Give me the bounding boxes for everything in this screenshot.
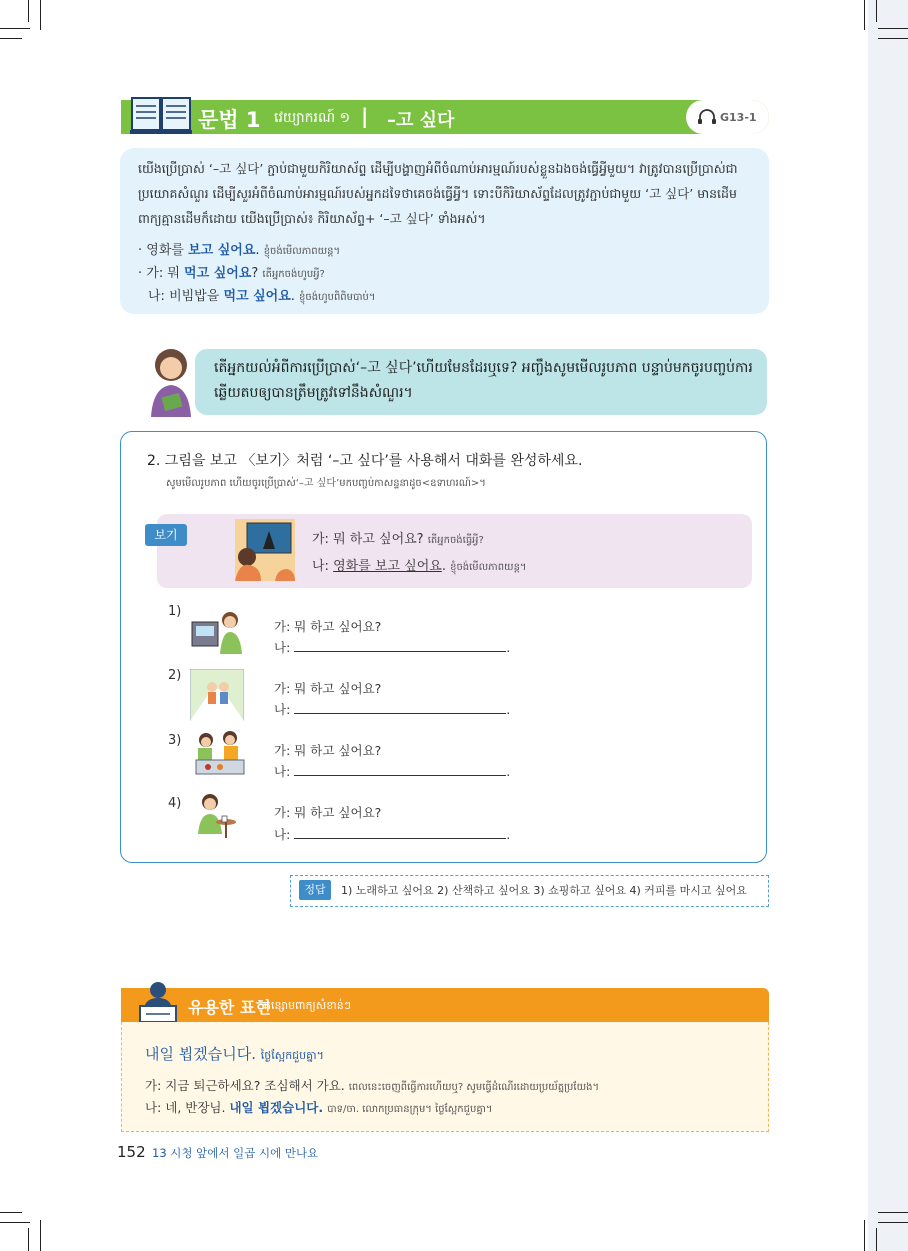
example-line-3: 나: 비빔밥을 먹고 싶어요. ខ្ញុំចង់ហូបពិពិមបាប់។ xyxy=(148,289,376,304)
useful-expression-headline: 내일 뵙겠습니다. ថ្ងៃស្អែកជួបគ្នា។ xyxy=(145,1045,324,1063)
item-1-number: 1) xyxy=(168,604,182,619)
useful-expression-title: 유용한 표현 xyxy=(188,998,271,1017)
useful-dialog-line-2: 나: 네, 반장님. 내일 뵙겠습니다. បាទ/ចា. លោកប្រធានក្រុម។ ថ្ងៃស្អែកជួបគ្នា។ xyxy=(145,1100,493,1115)
walking-illustration xyxy=(190,669,244,721)
useful-expression-subtitle: កន្សោមពាក្យសំខាន់ៗ xyxy=(264,999,351,1012)
item-4-answer: 나: . xyxy=(274,827,511,842)
page-number: 152 xyxy=(117,1143,146,1161)
teacher-illustration xyxy=(145,345,197,417)
item-4-number: 4) xyxy=(168,796,182,811)
headphones-icon[interactable] xyxy=(697,109,717,125)
example-line-2: · 가: 뭐 먹고 싶어요? តើអ្នកចង់ហូបអ្វី? xyxy=(138,266,325,281)
answer-key-tag: 정답 xyxy=(299,880,331,900)
grammar-pattern: –고 싶다 xyxy=(387,110,455,131)
exercise-subtitle: សូមមើលរូបភាព ហើយចូរប្រើប្រាស់‘–고 싶다’មកបញ្ចប់កាសន្ទនាដូច<ឧទាហរណ៍>។ xyxy=(166,478,486,489)
item-1-answer: 나: . xyxy=(274,640,511,655)
item-2-number: 2) xyxy=(168,668,182,683)
speaker-podium-icon xyxy=(136,978,180,1024)
item-2-blank[interactable] xyxy=(294,701,506,714)
item-4-blank[interactable] xyxy=(294,826,506,839)
exercise-title: 2. 그림을 보고 〈보기〉처럼 ‘–고 싶다’를 사용해서 대화를 완성하세요. xyxy=(147,453,583,469)
answer-key-text: 1) 노래하고 싶어요 2) 산책하고 싶어요 3) 쇼핑하고 싶어요 4) 커피를 마시고 싶어요 xyxy=(341,884,747,897)
chapter-title: 13 시청 앞에서 일곱 시에 만나요 xyxy=(152,1146,319,1160)
teacher-speech-text: តើអ្នកយល់អំពីការប្រើប្រាស់‘–고 싶다’ហើយមែនដែរឬទេ? អញ្ចឹងសូមមើលរូបភាព បន្ទាប់មកចូរបញ្ចប់ការឆ្លើយតបឲ្យបានត្រឹមត្រូវទៅនឹងសំណួរ។ xyxy=(214,360,753,401)
item-1-question: 가: 뭐 하고 싶어요? xyxy=(274,619,382,634)
item-3-question: 가: 뭐 하고 싶어요? xyxy=(274,743,382,758)
page-edge-strip xyxy=(868,0,908,1251)
shopping-illustration xyxy=(192,728,248,778)
example-tag: 보기 xyxy=(145,524,187,546)
item-3-blank[interactable] xyxy=(294,763,506,776)
item-2-question: 가: 뭐 하고 싶어요? xyxy=(274,681,382,696)
item-1-blank[interactable] xyxy=(294,639,506,652)
watching-movie-illustration xyxy=(235,519,295,581)
grammar-title: 문법 1 xyxy=(198,108,261,132)
item-4-question: 가: 뭐 하고 싶어요? xyxy=(274,805,382,820)
item-3-answer: 나: . xyxy=(274,764,511,779)
book-icon xyxy=(130,92,194,136)
example-question: 가: 뭐 하고 싶어요? តើអ្នកចង់ធ្វើអ្វី? xyxy=(312,532,484,547)
audio-track-label[interactable]: G13-1 xyxy=(720,111,757,124)
example-answer: 나: 영화를 보고 싶어요. ខ្ញុំចង់មើលភាពយន្ត។ xyxy=(312,559,527,574)
drinking-coffee-illustration xyxy=(192,790,238,842)
explanation-paragraph: យើងប្រើប្រាស់ ‘–고 싶다’ ភ្ជាប់ជាមួយកិរិយាស័ព្ទ ដើម្បីបង្ហាញអំពីចំណាប់អារម្មណ៍របស់ខ្លួនឯងចង់ធ្វើអ្វីមួយ។ វាត្រូវបានប្រើប្រាស់ជាប្រយោគសំណួរ ដើម្បីសួរអំពីចំណាប់អារម្មណ៍របស់អ្នកដទៃថាគេចង់ធ្វើអ្វី។ ទោះបីកិរិយាស័ព្ទដែលត្រូវភ្ជាប់ជាមួយ ‘고 싶다’ មានដើមពាក្យគ្មានដើមក៏ដោយ យើងប្រើប្រាស់៖ កិរិយាស័ព្ទ+ ‘–고 싶다’ ទាំងអស់។ xyxy=(138,161,738,226)
grammar-separator: | xyxy=(361,104,369,128)
singing-karaoke-illustration xyxy=(190,608,246,654)
item-3-number: 3) xyxy=(168,733,182,748)
grammar-subtitle: វេយ្យាករណ៍ ១ xyxy=(274,110,351,126)
example-line-1: · 영화를 보고 싶어요. ខ្ញុំចង់មើលភាពយន្ត។ xyxy=(138,243,341,258)
item-2-answer: 나: . xyxy=(274,702,511,717)
useful-dialog-line-1: 가: 지금 퇴근하세요? 조심해서 가요. ពេលនេះចេញពីធ្វើការហើយឬ? សូមធ្វើដំណើរដោយប្រយ័ត្នប្រយែង។ xyxy=(145,1078,600,1093)
